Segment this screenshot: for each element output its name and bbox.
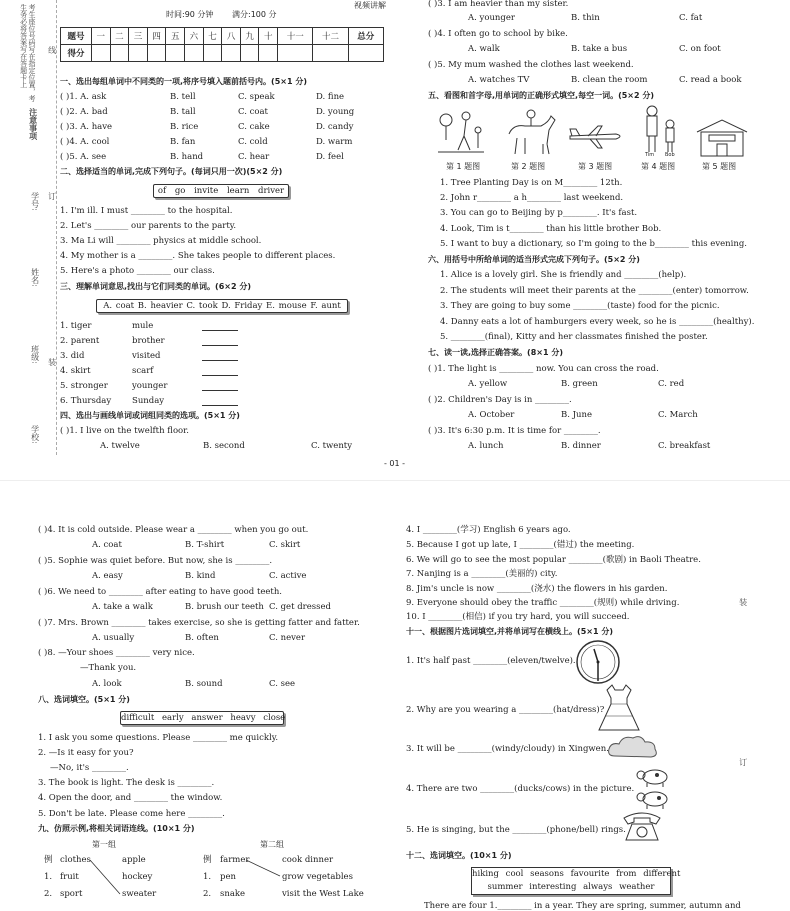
q5-caption-3: 第 3 题图 (578, 162, 613, 171)
binding-mark-staple: 订 (47, 192, 57, 200)
q10-item-10: 10. I ________(相信) if you try hard, you will succeed. (406, 612, 630, 622)
q8-item-2-reply: —No, it's ________. (50, 763, 129, 773)
q3-blank-5[interactable] (202, 382, 238, 391)
q9-row-label: 1. (203, 872, 212, 882)
q5-title: 五、看图和首字母,用单词的正确形式填空,每空一词。(5×2 分) (428, 91, 655, 100)
q4-item-1: ( )1. I live on the twelfth floor. (60, 426, 190, 436)
q3-right-2: brother (132, 336, 165, 346)
exam-full-marks: 满分:100 分 (232, 10, 277, 19)
dress-icon (595, 682, 643, 734)
q3-left-2: 2. parent (60, 336, 100, 346)
q1-item-5-d: D. feel (316, 152, 344, 162)
binding-mark-right-2: 订 (738, 758, 748, 766)
q9-g1-left: sport (60, 889, 83, 899)
q7-item-2-c: C. March (658, 410, 698, 420)
q1-item-2-d: D. young (316, 107, 355, 117)
q7-item-3: ( )3. It's 6:30 p.m. It is time for ________. (428, 426, 601, 436)
q1-title: 一、选出每组单词中不同类的一项,将序号填入题前括号内。(5×1 分) (60, 77, 307, 86)
q7-item-8-a: A. look (92, 679, 122, 689)
q9-row-label: 例 (44, 855, 53, 865)
q1-item-3-a: ( )3. A. have (60, 122, 113, 132)
q1-item-2-b: B. tall (170, 107, 196, 117)
q9-g1-right: hockey (122, 872, 153, 882)
q4-item-5-a: A. watches TV (468, 75, 530, 85)
q7-item-6-c: C. get dressed (269, 602, 331, 612)
q4-item-4-b: B. take a bus (571, 44, 628, 54)
score-head-8: 八 (222, 28, 241, 45)
score-cell[interactable] (92, 45, 111, 62)
field-school: 学校: (30, 425, 40, 444)
q9-g1-right: sweater (122, 889, 157, 899)
q1-item-5-b: B. hand (170, 152, 204, 162)
q7-item-4-a: A. coat (92, 540, 122, 550)
q10-item-9: 9. Everyone should obey the traffic ________(规则) while driving. (406, 598, 680, 608)
q12-title: 十二、选词填空。(10×1 分) (406, 851, 512, 860)
q3-left-4: 4. skirt (60, 366, 91, 376)
q5-caption-2: 第 2 题图 (511, 162, 546, 171)
sidebar-heading: 注意事项 (28, 108, 38, 140)
q7-item-1-b: B. green (561, 379, 598, 389)
boy-name-bob: Bob (665, 152, 675, 158)
q3-right-1: mule (132, 321, 154, 331)
q7-item-8-b: B. sound (185, 679, 223, 689)
q6-item-1: 1. Alice is a lovely girl. She is friendly and ________(help). (440, 270, 687, 280)
q10-item-4: 4. I ________(学习) English 6 years ago. (406, 525, 571, 535)
q1-item-1-b: B. tell (170, 92, 196, 102)
q1-item-3-c: C. cake (238, 122, 270, 132)
binding-mark-line: 线 (47, 46, 57, 54)
field-class: 班级: (30, 345, 40, 364)
q1-item-2-c: C. coat (238, 107, 268, 117)
q7-item-1-a: A. yellow (468, 379, 508, 389)
q5-item-5: 5. I want to buy a dictionary, so I'm going to the b________ this evening. (440, 239, 747, 249)
score-head-3: 三 (129, 28, 148, 45)
q4-item-5-b: B. clean the room (571, 75, 648, 85)
score-row-label: 得分 (61, 45, 92, 62)
q11-item-1: 1. It's half past ________(eleven/twelve). (406, 656, 576, 666)
q3-blank-4[interactable] (202, 367, 238, 376)
q6-item-3: 3. They are going to buy some ________(taste) food for the picnic. (440, 301, 720, 311)
q9-row-label: 2. (203, 889, 212, 899)
q7-item-5-b: B. kind (185, 571, 216, 581)
q7-item-8-c: C. see (269, 679, 296, 689)
q4-item-4-a: A. walk (468, 44, 500, 54)
q7-item-6: ( )6. We need to ________ after eating to have good teeth. (38, 587, 283, 597)
cows-icon (633, 765, 675, 811)
q5-item-4: 4. Look, Tim is t________ than his little brother Bob. (440, 224, 662, 234)
cloud-icon (605, 732, 661, 762)
q10-item-6: 6. We will go to see the most popular ________(歌剧) in Baoli Theatre. (406, 555, 701, 565)
score-head-9: 九 (240, 28, 259, 45)
score-head-5: 五 (166, 28, 185, 45)
q1-item-4-c: C. cold (238, 137, 268, 147)
tree-planting-picture-icon (436, 106, 486, 158)
q7-item-8: ( )8. —Your shoes ________ very nice. (38, 648, 195, 658)
telephone-icon (620, 808, 664, 842)
field-name: 姓名: (30, 268, 40, 287)
score-cell[interactable] (240, 45, 259, 62)
score-head-1: 一 (92, 28, 111, 45)
q5-caption-4: 第 4 题图 (641, 162, 676, 171)
q7-item-5-c: C. active (269, 571, 307, 581)
q5-item-3: 3. You can go to Beijing by p________. It's fast. (440, 208, 638, 218)
score-head-0: 题号 (61, 28, 92, 45)
q2-item-3: 3. Ma Li will ________ physics at middle school. (60, 236, 262, 246)
q9-group-1: 第一组 (92, 840, 116, 849)
q7-item-7-b: B. often (185, 633, 219, 643)
q4-item-4: ( )4. I often go to school by bike. (428, 29, 568, 39)
page-2 (0, 488, 790, 911)
score-head-4: 四 (147, 28, 166, 45)
airplane-picture-icon (568, 124, 624, 150)
q3-left-3: 3. did (60, 351, 85, 361)
q2-item-2: 2. Let's ________ our parents to the party. (60, 221, 237, 231)
score-table (60, 27, 384, 62)
q7-item-6-b: B. brush our teeth (185, 602, 264, 612)
q4-item-1-b: B. second (203, 441, 245, 451)
q1-item-4-a: ( )4. A. cool (60, 137, 110, 147)
q12-words-line-1: hiking cool seasons favourite from different (472, 869, 681, 879)
q7-item-8-reply: —Thank you. (80, 663, 137, 673)
q1-item-1-d: D. fine (316, 92, 345, 102)
q3-right-6: Sunday (132, 396, 165, 406)
score-cell[interactable] (259, 45, 278, 62)
q7-item-6-a: A. take a walk (92, 602, 153, 612)
q4-item-3-b: B. thin (571, 13, 600, 23)
q3-blank-3[interactable] (202, 352, 238, 361)
q10-item-8: 8. Jim's uncle is now ________(浇水) the flowers in his garden. (406, 584, 668, 594)
q4-item-3-c: C. fat (679, 13, 703, 23)
q2-title: 二、选择适当的单词,完成下列句子。(每词只用一次)(5×2 分) (60, 167, 283, 176)
q2-item-1: 1. I'm ill. I must ________ to the hospital. (60, 206, 233, 216)
header-tag: 视频讲解 (354, 1, 386, 10)
q1-item-4-b: B. fan (170, 137, 196, 147)
q10-item-7: 7. Nanjing is a ________(美丽的) city. (406, 569, 558, 579)
score-cell[interactable] (110, 45, 129, 62)
page-number: - 01 - (384, 459, 406, 468)
score-cell[interactable] (129, 45, 148, 62)
q5-caption-5: 第 5 题图 (702, 162, 737, 171)
q3-left-6: 6. Thursday (60, 396, 112, 406)
q7-item-7-c: C. never (269, 633, 306, 643)
score-head-6: 六 (185, 28, 204, 45)
q4-item-5-c: C. read a book (679, 75, 742, 85)
q9-g2-right: cook dinner (282, 855, 334, 865)
q5-caption-1: 第 1 题图 (446, 162, 481, 171)
q1-item-3-d: D. candy (316, 122, 354, 132)
q1-item-1-c: C. speak (238, 92, 275, 102)
q1-item-5-a: ( )5. A. see (60, 152, 107, 162)
q4-title: 四、选出与画线单词或词组同类的选项。(5×1 分) (60, 411, 240, 420)
q8-word-box: difficult early answer heavy close (121, 713, 286, 723)
q12-words-line-2: summer interesting always weather (487, 882, 655, 892)
q7-item-5-a: A. easy (92, 571, 123, 581)
q1-item-5-c: C. hear (238, 152, 270, 162)
exam-time: 时间:90 分钟 (166, 10, 214, 19)
q6-item-2: 2. The students will meet their parents at the ________(enter) tomorrow. (440, 286, 749, 296)
q3-blank-1[interactable] (202, 322, 238, 331)
q9-g2-left: snake (220, 889, 246, 899)
horse-riding-picture-icon (503, 108, 559, 158)
q7-item-3-a: A. lunch (468, 441, 504, 451)
q9-g1-left: fruit (60, 872, 79, 882)
q7-item-4-b: B. T-shirt (185, 540, 225, 550)
q3-right-4: scarf (132, 366, 154, 376)
q7-item-4: ( )4. It is cold outside. Please wear a ________ when you go out. (38, 525, 309, 535)
q9-row-label: 2. (44, 889, 53, 899)
q2-item-4: 4. My mother is a ________. She takes people to different places. (60, 251, 336, 261)
binding-mark-bind: 装 (47, 358, 57, 366)
sidebar-note: 考生座位号码写在指定位置，考生务必将答案写在答题卡上 (19, 4, 36, 102)
q8-item-3: 3. The book is light. The desk is ________. (38, 778, 215, 788)
score-cell[interactable] (185, 45, 204, 62)
q9-example-links (0, 488, 400, 908)
q2-item-5: 5. Here's a photo ________ our class. (60, 266, 215, 276)
q3-right-5: younger (132, 381, 168, 391)
q8-item-4: 4. Open the door, and ________ the window. (38, 793, 223, 803)
q1-item-4-d: D. warm (316, 137, 353, 147)
q7-item-3-b: B. dinner (561, 441, 601, 451)
q6-item-5: 5. ________(final), Kitty and her classmates finished the poster. (440, 332, 708, 342)
score-cell[interactable] (313, 45, 348, 62)
q11-item-3: 3. It will be ________(windy/cloudy) in Xingwen. (406, 744, 609, 754)
q8-item-5: 5. Don't be late. Please come here ________. (38, 809, 225, 819)
score-head-2: 二 (110, 28, 129, 45)
q9-g2-left: farmer (220, 855, 250, 865)
score-head-7: 七 (203, 28, 222, 45)
page-gap (0, 480, 790, 481)
q6-title: 六、用括号中所给单词的适当形式完成下列句子。(5×2 分) (428, 255, 640, 264)
q7-item-1-c: C. red (658, 379, 685, 389)
q9-title: 九、仿照示例,将相关词语连线。(10×1 分) (38, 824, 195, 833)
q8-item-2: 2. —Is it easy for you? (38, 748, 134, 758)
q7-item-5: ( )5. Sophie was quiet before. But now, she is ________. (38, 556, 273, 566)
boy-name-tim: Tim (645, 152, 655, 158)
q10-item-5: 5. Because I got up late, I ________(错过) the meeting. (406, 540, 635, 550)
q4-item-1-c: C. twenty (311, 441, 353, 451)
q4-item-3: ( )3. I am heavier than my sister. (428, 0, 569, 9)
q9-row-label: 例 (203, 855, 212, 865)
score-head-12: 十二 (313, 28, 348, 45)
q1-item-2-a: ( )2. A. bad (60, 107, 108, 117)
q12-passage: There are four 1.________ in a year. They are spring, summer, autumn and (424, 901, 741, 911)
q5-item-2: 2. John r________ a h________ last weekend. (440, 193, 624, 203)
q3-option-box: A. coat B. heavier C. took D. Friday E. mouse F. aunt (96, 299, 348, 313)
q7-item-7-a: A. usually (92, 633, 135, 643)
q12-word-box (471, 867, 681, 895)
q7-item-2-b: B. June (561, 410, 593, 420)
q11-item-4: 4. There are two ________(ducks/cows) in the picture. (406, 784, 635, 794)
score-cell[interactable] (278, 45, 313, 62)
binding-mark-right-1: 装 (738, 598, 748, 606)
q2-word-box: of go invite learn driver (153, 184, 289, 198)
score-head-10: 十 (259, 28, 278, 45)
q11-title: 十一、根据图片选词填空,并将单词写在横线上。(5×1 分) (406, 627, 613, 636)
q11-item-5: 5. He is singing, but the ________(phone/bell) rings. (406, 825, 626, 835)
q6-item-4: 4. Danny eats a lot of hamburgers every week, so he is ________(healthy). (440, 317, 755, 327)
q3-left-5: 5. stronger (60, 381, 108, 391)
q9-g2-left: pen (220, 872, 236, 882)
q9-g2-right: visit the West Lake (282, 889, 364, 899)
q11-item-2: 2. Why are you wearing a ________(hat/dress)? (406, 705, 605, 715)
q9-row-label: 1. (44, 872, 53, 882)
q9-group-2: 第二组 (260, 840, 284, 849)
q4-item-3-a: A. younger (468, 13, 515, 23)
q8-item-1: 1. I ask you some questions. Please ________ me quickly. (38, 733, 279, 743)
q7-item-2: ( )2. Children's Day is in ________. (428, 395, 572, 405)
q5-item-1: 1. Tree Planting Day is on M________ 12th. (440, 178, 623, 188)
clock-icon (574, 638, 622, 686)
q9-g2-right: grow vegetables (282, 872, 353, 882)
score-cell[interactable] (222, 45, 241, 62)
q3-blank-2[interactable] (202, 337, 238, 346)
q8-title: 八、选词填空。(5×1 分) (38, 695, 130, 704)
score-cell[interactable] (147, 45, 166, 62)
q1-item-1-a: ( )1. A. ask (60, 92, 107, 102)
q4-item-5: ( )5. My mum washed the clothes last weekend. (428, 60, 634, 70)
q7-item-2-a: A. October (468, 410, 515, 420)
score-head-11: 十一 (278, 28, 313, 45)
q7-title: 七、读一读,选择正确答案。(8×1 分) (428, 348, 563, 357)
score-head-13: 总分 (348, 28, 383, 45)
q3-blank-6[interactable] (202, 397, 238, 406)
score-cell[interactable] (203, 45, 222, 62)
q7-item-1: ( )1. The light is ________ now. You can cross the road. (428, 364, 659, 374)
q3-right-3: visited (132, 351, 161, 361)
q1-item-3-b: B. rice (170, 122, 199, 132)
q9-g1-left: clothes (60, 855, 91, 865)
q7-item-3-c: C. breakfast (658, 441, 711, 451)
q3-left-1: 1. tiger (60, 321, 92, 331)
score-cell[interactable] (166, 45, 185, 62)
q7-item-7: ( )7. Mrs. Brown ________ takes exercise, so she is getting fatter and fatter. (38, 618, 360, 628)
score-cell[interactable] (348, 45, 383, 62)
q4-item-4-c: C. on foot (679, 44, 721, 54)
bookshop-picture-icon (695, 118, 749, 158)
q9-g1-right: apple (122, 855, 146, 865)
q3-title: 三、理解单词意思,找出与它们同类的单词。(6×2 分) (60, 282, 251, 291)
q4-item-1-a: A. twelve (100, 441, 140, 451)
field-student-no: 学号: (30, 192, 40, 211)
q7-item-4-c: C. skirt (269, 540, 301, 550)
